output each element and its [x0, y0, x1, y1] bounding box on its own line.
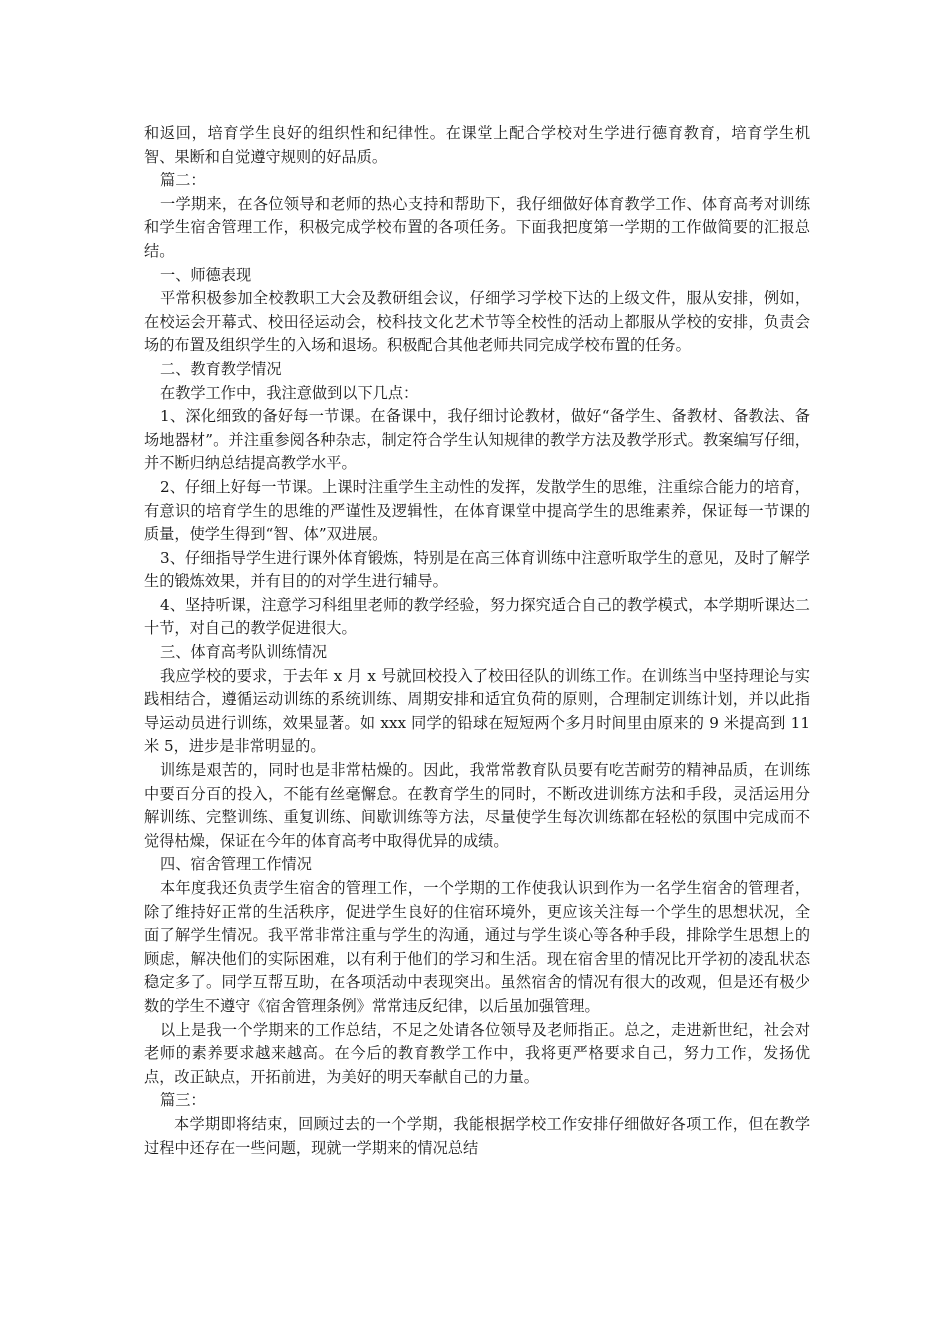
paragraph-conclusion: 以上是我一个学期来的工作总结，不足之处请各位领导及老师指正。总之，走进新世纪，社会对老师的素养要求越来越高。在今后的教育教学工作中，我将更严格要求自己，努力工作，发扬优点，改正缺点，开拓前进，为美好的明天奉献自己的力量。 — [144, 1020, 810, 1086]
paragraph-training-hardship: 训练是艰苦的，同时也是非常枯燥的。因此，我常常教育队员要有吃苦耐劳的精神品质，在训练中要百分百的投入，不能有丝毫懈怠。在教育学生的同时，不断改进训练方法和手段，灵活运用分解训练、完整训练、重复训练、间歇训练等方法，尽量使学生每次训练都在轻松的氛围中完成而不觉得枯燥，保证在今年的体育高考中取得优异的成绩。 — [144, 761, 810, 850]
heading-dorm-management: 四、宿舍管理工作情况 — [160, 855, 312, 874]
paragraph-team-training: 我应学校的要求，于去年 x 月 x 号就回校投入了校田径队的训练工作。在训练当中坚持理论与实践相结合，遵循运动训练的系统训练、周期安排和适宜负荷的原则，合理制定训练计划，并以此指导运动员进行训练，效果显著。如 xxx 同学的铅球在短短两个多月时间里由原来的 9 米提高到 11 米 5，进步是非常明显的。 — [144, 666, 810, 756]
section-heading-part-two: 篇二： — [160, 171, 206, 190]
list-item-observation: 4、坚持听课，注意学习科组里老师的教学经验，努力探究适合自己的教学模式，本学期听课达二十节，对自己的教学促进很大。 — [144, 595, 810, 638]
paragraph-dorm-management: 本年度我还负责学生宿舍的管理工作，一个学期的工作使我认识到作为一名学生宿舍的管理者，除了维持好正常的生活秩序，促进学生良好的住宿环境外，更应该关注每一个学生的思想状况，全面了解学生情况。我平常非常注重与学生的沟通，通过与学生谈心等各种手段，排除学生思想上的顾虑，解决他们的实际困难，以有利于他们的学习和生活。现在宿舍里的情况比开学初的凌乱状态稳定多了。同学互帮互助，在各项活动中表现突出。虽然宿舍的情况有很大的改观，但是还有极少数的学生不遵守《宿舍管理条例》常常违反纪律，以后虽加强管理。 — [144, 879, 810, 1015]
paragraph-teaching-points-intro: 在教学工作中，我注意做到以下几点： — [160, 383, 419, 402]
list-item-classroom: 2、仔细上好每一节课。上课时注重学生主动性的发挥，发散学生的思维，注重综合能力的培育，有意识的培育学生的思维的严谨性及逻辑性，在体育课堂中提高学生的思维素养，保证每一节课的质量，使学生得到“智、体”双进展。 — [144, 477, 810, 544]
paragraph-teacher-ethics: 平常积极参加全校教职工大会及教研组会议，仔细学习学校下达的上级文件，服从安排，例如，在校运会开幕式、校田径运动会，校科技文化艺术节等全校性的活动上都服从学校的安排，负责会场的布置及组织学生的入场和退场。积极配合其他老师共同完成学校布置的任务。 — [144, 289, 810, 355]
heading-teacher-ethics: 一、师德表现 — [160, 265, 252, 284]
document-body — [144, 122, 810, 1160]
paragraph-part-two-intro: 一学期来，在各位领导和老师的热心支持和帮助下，我仔细做好体育教学工作、体育高考对训练和学生宿舍管理工作，积极完成学校布置的各项任务。下面我把度第一学期的工作做简要的汇报总结。 — [144, 194, 810, 260]
section-heading-part-three: 篇三： — [160, 1091, 206, 1110]
heading-teaching-situation: 二、教育教学情况 — [160, 359, 282, 378]
heading-team-training: 三、体育高考队训练情况 — [160, 643, 328, 662]
paragraph-part-three-intro: 本学期即将结束，回顾过去的一个学期，我能根据学校工作安排仔细做好各项工作，但在教学过程中还存在一些问题，现就一学期来的情况总结 — [144, 1114, 810, 1157]
list-item-extracurricular: 3、仔细指导学生进行课外体育锻炼，特别是在高三体育训练中注意听取学生的意见，及时了解学生的锻炼效果，并有目的的对学生进行辅导。 — [144, 548, 810, 591]
paragraph-intro-continuation: 和返回，培育学生良好的组织性和纪律性。在课堂上配合学校对生学进行德育教育，培育学生机智、果断和自觉遵守规则的好品质。 — [144, 124, 810, 166]
list-item-lesson-prep: 1、深化细致的备好每一节课。在备课中，我仔细讨论教材，做好“备学生、备教材、备教法、备场地器材”。并注重参阅各种杂志，制定符合学生认知规律的教学方法及教学形式。教案编写仔细，并不断归纳总结提高教学水平。 — [144, 407, 810, 473]
